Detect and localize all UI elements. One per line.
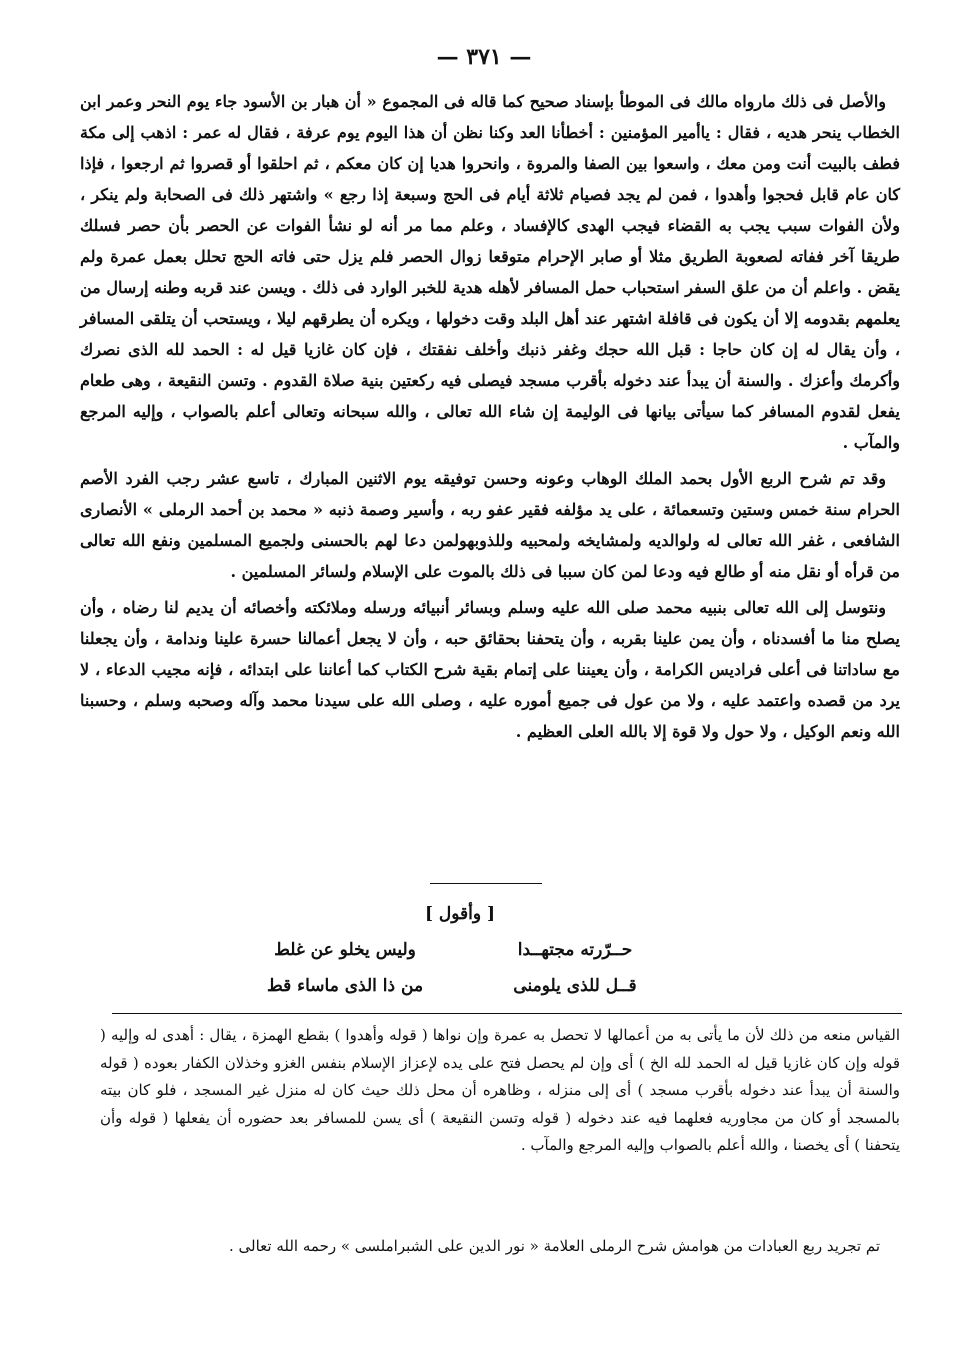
footnote-divider — [112, 1013, 902, 1014]
paragraph-supplication: ونتوسل إلى الله تعالى بنبيه محمد صلى الله عليه وسلم وبسائر أنبيائه ورسله وملائكته وأخصائه أن يديم لنا رضاه ، وأن يصلح منا ما أفسدناه ، وأن يمن علينا بقربه ، وأن يتحفنا بحقائق حبه ، وأن لا يجعل أعمالنا حسرة علينا وندامة ، وأن يجعلنا مع ساداتنا فى أعلى فراديس الكرامة ، وأن يعيننا على إتمام بقية شرح الكتاب كما أعاننا على ابتدائه ، فإنه مجيب الدعاء ، لا يرد من قصده واعتمد عليه ، ولا من عول فى جميع أموره عليه ، وصلى الله على سيدنا محمد وآله وصحبه وسلم ، وحسبنا الله ونعم الوكيل ، ولا حول ولا قوة إلا بالله العلى العظيم . — [80, 598, 900, 741]
footnote-text: القياس منعه من ذلك لأن ما يأتى به من أعمالها لا تحصل به عمرة وإن نواها ( قوله وأهدوا ) بقطع الهمزة ، يقال : أهدى له وإليه ( قوله وإن كان غازيا قيل له الحمد لله الخ ) أى وإن لم يحصل فتح على يده لإعزاز الإسلام بنفس الغزو وخذلان الكفار بعوده ( قوله والسنة أن يبدأ عند دخوله بأقرب مسجد ) أى إلى منزله ، وظاهره أن محل ذلك حيث كان له منزل غير المسجد ، فلو كان بيته بالمسجد أو كان من مجاوريه فعلهما فيه عند دخوله ( قوله وتسن النقيعة ) أى يسن للمسافر بعد حضوره أن يفعلها ( قوله وأن يتحفنا ) أى يخصنا ، والله أعلم بالصواب وإليه المرجع والمآب . — [100, 1026, 900, 1154]
poem — [250, 898, 670, 1004]
colophon: تم تجريد ربع العبادات من هوامش شرح الرملى العلامة « نور الدين على الشبراملسى » رحمه الله تعالى . — [228, 1237, 880, 1255]
poem-verse — [250, 932, 670, 968]
verse-second-half: من ذا الذى ماساء قط — [266, 976, 424, 996]
footnote — [100, 1022, 900, 1160]
page-number: — ٣٧١ — — [436, 44, 532, 70]
verse-first-half: قــل للذى يلومنى — [513, 976, 637, 996]
main-text — [80, 86, 900, 747]
paragraph-commentary: والأصل فى ذلك مارواه مالك فى الموطأ بإسناد صحيح كما قاله فى المجموع « أن هبار بن الأسود جاء يوم النحر وعمر ابن الخطاب ينحر هديه ، فقال : ياأمير المؤمنين : أخطأنا العد وكنا نظن أن هذا اليوم يوم عرفة ، فقال له عمر : اذهب إلى مكة فطف بالبيت أنت ومن معك ، واسعوا بين الصفا والمروة ، وانحروا هديا إن كان معكم ، ثم احلقوا أو قصروا ثم ارجعوا ، فإذا كان عام قابل فحجوا وأهدوا ، فمن لم يجد فصيام ثلاثة أيام فى الحج وسبعة إذا رجع » واشتهر ذلك فى الصحابة ولم ينكر ، ولأن الفوات سبب يجب به القضاء فيجب الهدى كالإفساد ، وعلم مما مر أنه لو نشأ الفوات عن الحصر بأن حصر فسلك طريقا آخر ففاته لصعوبة الطريق مثلا أو صابر الإحرام متوقعا زوال الحصر فلم يزل حتى فاته الحج تحلل بعمل عمرة ولم يقض . واعلم أن من علق السفر استحباب حمل المسافر لأهله هدية للخبر الوارد فى ذلك . ويسن عند قربه وطنه إرسال من يعلمهم بقدومه إلا أن يكون فى قافلة اشتهر عند أهل البلد وقت دخولها ، ويكره أن يطرقهم ليلا ، ويستحب أن يتلقى المسافر ، وأن يقال له إن كان حاجا : قبل الله حجك وغفر ذنبك وأخلف نفقتك ، فإن كان غازيا قيل له : الحمد لله الذى نصرك وأكرمك وأعزك . والسنة أن يبدأ عند دخوله بأقرب مسجد فيصلى فيه ركعتين بنية صلاة القدوم . وتسن النقيعة ، وهى طعام يفعل لقدوم المسافر كما سيأتى بيانها فى الوليمة إن شاء الله تعالى ، والله سبحانه وتعالى أعلم بالصواب ، وإليه المرجع والمآب . — [80, 92, 901, 452]
poem-heading: [ وأقول ] — [424, 904, 496, 924]
section-divider — [430, 883, 542, 884]
paragraph-completion-note: وقد تم شرح الربع الأول بحمد الملك الوهاب وعونه وحسن توفيقه يوم الاثنين المبارك ، تاسع عشر رجب الفرد الأصم الحرام سنة خمس وستين وتسعمائة ، على يد مؤلفه فقير عفو ربه ، وأسير وصمة ذنبه « محمد بن أحمد الرملى » الأنصارى الشافعى ، غفر الله تعالى له ولوالديه ولمشايخه ولمحبيه وللذوبهولمن دعا لهم بالحسنى ولجميع المسلمين ونفع الله تعالى من قرأه أو نقل منه أو طالع فيه ودعا لمن كان سببا فى ذلك بالموت على الإسلام ولسائر المسلمين . — [80, 469, 900, 581]
verse-first-half: حــرّرته مجتهــدا — [517, 940, 633, 960]
verse-second-half: وليس يخلو عن غلط — [274, 940, 416, 960]
poem-verse — [250, 968, 670, 1004]
